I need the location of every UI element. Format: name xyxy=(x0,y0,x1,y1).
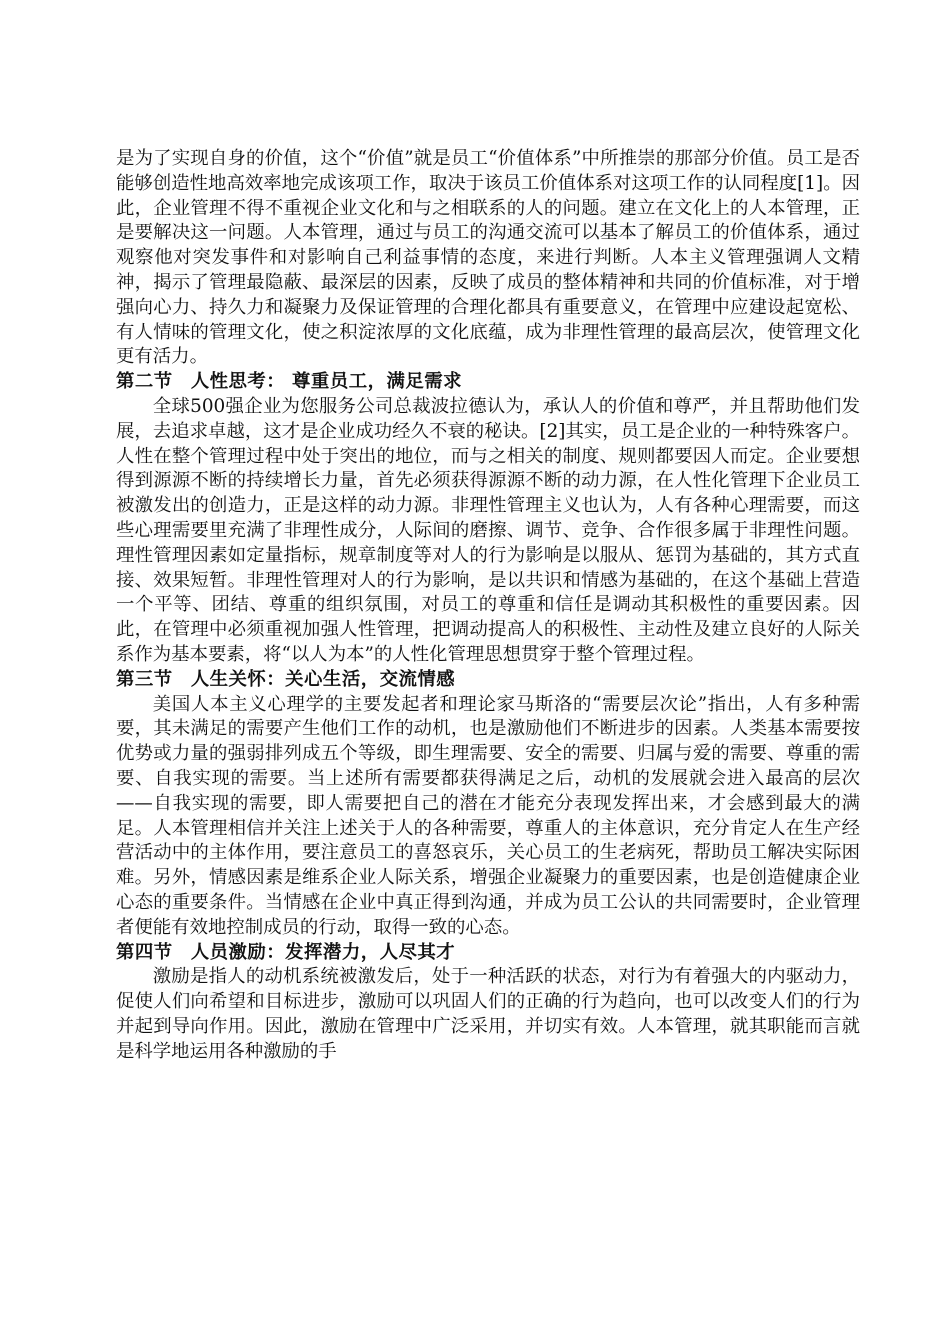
document-page xyxy=(116,147,860,1064)
section-4-body: 激励是指人的动机系统被激发后，处于一种活跃的状态，对行为有着强大的内驱动力，促使人们向希望和目标进步，激励可以巩固人们的正确的行为趋向，也可以改变人们的行为并起到导向作用。因此，激励在管理中广泛采用，并切实有效。人本管理，就其职能而言就是科学地运用各种激励的手 xyxy=(116,966,860,1062)
intro-paragraph: 是为了实现自身的价值，这个“价值”就是员工“价值体系”中所推崇的那部分价值。员工是否能够创造性地高效率地完成该项工作，取决于该员工价值体系对这项工作的认同程度[1]。因此，企业管理不得不重视企业文化和与之相联系的人的问题。建立在文化上的人本管理，正是要解决这一问题。人本管理，通过与员工的沟通交流可以基本了解员工的价值体系，通过观察他对突发事件和对影响自己利益事情的态度，来进行判断。人本主义管理强调人文精神，揭示了管理最隐蔽、最深层的因素，反映了成员的整体精神和共同的价值标准，对于增强向心力、持久力和凝聚力及保证管理的合理化都具有重要意义，在管理中应建设起宽松、有人情味的管理文化，使之积淀浓厚的文化底蕴，成为非理性管理的最高层次，使管理文化更有活力。 xyxy=(116,148,860,368)
section-2-body: 全球500强企业为您服务公司总裁波拉德认为，承认人的价值和尊严，并且帮助他们发展，去追求卓越，这才是企业成功经久不衰的秘诀。[2]其实，员工是企业的一种特殊客户。人性在整个管理过程中处于突出的地位，而与之相关的制度、规则都要因人而定。企业要想得到源源不断的持续增长力量，首先必须获得源源不断的动力源，在人性化管理下企业员工被激发出的创造力，正是这样的动力源。非理性管理主义也认为，人有各种心理需要，而这些心理需要里充满了非理性成分，人际间的磨擦、调节、竞争、合作很多属于非理性问题。理性管理因素如定量指标，规章制度等对人的行为影响是以服从、惩罚为基础的，其方式直接、效果短暂。非理性管理对人的行为影响，是以共识和情感为基础的，在这个基础上营造一个平等、团结、尊重的组织氛围，对员工的尊重和信任是调动其积极性的重要因素。因此，在管理中必须重视加强人性管理，把调动提高人的积极性、主动性及建立良好的人际关系作为基本要素，将“以人为本”的人性化管理思想贯穿于整个管理过程。 xyxy=(116,395,860,665)
section-2-title: 人性思考： 尊重员工，满足需求 xyxy=(190,371,463,393)
section-4-heading xyxy=(116,941,860,966)
section-3-title: 人生关怀：关心生活，交流情感 xyxy=(190,668,456,690)
section-2-number: 第二节 xyxy=(116,371,173,393)
section-4-number: 第四节 xyxy=(116,941,173,963)
section-3-heading xyxy=(116,668,860,693)
section-2-heading xyxy=(116,370,860,395)
section-4-title: 人员激励：发挥潜力，人尽其才 xyxy=(190,941,456,963)
section-3-number: 第三节 xyxy=(116,668,173,690)
section-3-body: 美国人本主义心理学的主要发起者和理论家马斯洛的“需要层次论”指出，人有多种需要，其未满足的需要产生他们工作的动机，也是激励他们不断进步的因素。人类基本需要按优势或力量的强弱排列成五个等级，即生理需要、安全的需要、归属与爱的需要、尊重的需要、自我实现的需要。当上述所有需要都获得满足之后，动机的发展就会进入最高的层次——自我实现的需要，即人需要把自己的潜在才能充分表现发挥出来，才会感到最大的满足。人本管理相信并关注上述关于人的各种需要，尊重人的主体意识，充分肯定人在生产经营活动中的主体作用，要注意员工的喜怒哀乐，关心员工的生老病死，帮助员工解决实际困难。另外，情感因素是维系企业人际关系，增强企业凝聚力的重要因素，也是创造健康企业心态的重要条件。当情感在企业中真正得到沟通，并成为员工公认的共同需要时，企业管理者便能有效地控制成员的行动，取得一致的心态。 xyxy=(116,693,860,938)
